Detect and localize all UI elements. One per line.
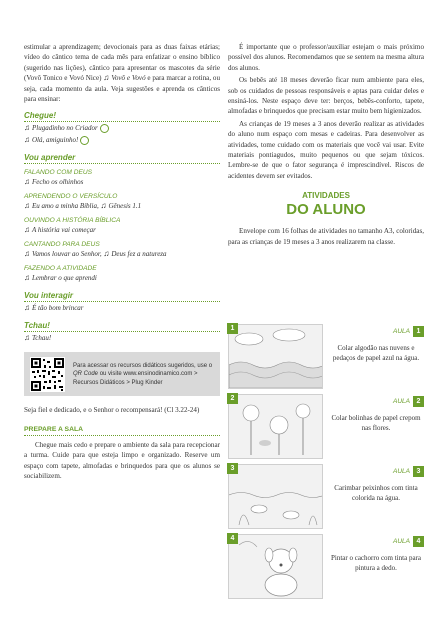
song-item: ♫ É tão bom brincar: [24, 303, 84, 313]
qr-resource-box: [24, 352, 220, 396]
aula-badge: AULA 3: [393, 466, 424, 477]
sub-title-versiculo: APRENDENDO O VERSÍCULO: [24, 193, 118, 201]
activity-description: Pintar o cachorro com tinta para pintura a dedo.: [331, 554, 421, 572]
music-note-icon: ♫: [24, 201, 30, 211]
smiley-icon: [100, 124, 109, 133]
left-column: [24, 42, 220, 481]
section-title-vou-aprender: Vou aprender: [24, 153, 220, 164]
music-note-icon: ♫: [24, 303, 30, 313]
song-item: ♫ Fecho os olhinhos: [24, 177, 84, 187]
aula-badge: AULA 2: [393, 396, 424, 407]
activity-row: [228, 394, 424, 464]
music-note-icon: ♫: [24, 225, 30, 235]
song-item: ♫ Tchau!: [24, 333, 52, 343]
activity-row: [228, 324, 424, 394]
qr-instructions: Para acessar os recursos didáticos sugeridos, use o QR Code ou visite www.ensinodinamico.com > Recursos Didáticos > Plug Kinder: [73, 362, 213, 386]
qr-code-icon[interactable]: [30, 357, 65, 392]
activity-thumbnail: [228, 324, 323, 389]
envelope-text: Envelope com 16 folhas de atividades no tamanho A3, coloridas, para as crianças de 19 meses a 3 anos realizarem na classe.: [228, 227, 424, 246]
right-column: [228, 42, 424, 247]
activity-thumbnail: [228, 464, 323, 529]
prepare-title: PREPARE A SALA: [24, 426, 220, 436]
music-note-icon: ♫: [100, 201, 107, 211]
activity-thumbnail: [228, 394, 323, 459]
music-note-icon: ♫: [103, 249, 110, 259]
aula-badge: AULA 1: [393, 326, 424, 337]
activity-thumbnail: [228, 534, 323, 599]
song-item: ♫ Olá, amiguinho!: [24, 134, 220, 146]
activity-description: Carimbar peixinhos com tinta colorida na água.: [334, 484, 418, 502]
song-item: ♫ A história vai começar: [24, 225, 96, 235]
sub-title-falando: FALANDO COM DEUS: [24, 169, 93, 177]
intro-paragraph: estimular a aprendizagem; devocionais para as duas faixas etárias; vídeo do cântico tema de cada mês para enfatizar o ensino bíblico (sugerido nas lições), cântico para apresentar os mascotes da série (Vovô Tonico e Vovó Nice) ♫ Vovô e Vovó e para marcar a rotina, ou seja, cada momento da aula. Veja sugestões e aprenda os cânticos para ensinar:: [24, 43, 220, 104]
song-item: ♫ Eu amo a minha Bíblia, ♫ Gênesis 1.1: [24, 201, 142, 211]
aula-badge: AULA 4: [393, 536, 424, 547]
activity-number: 1: [227, 323, 238, 334]
sub-title-atividade: FAZENDO A ATIVIDADE: [24, 265, 97, 273]
music-note-icon: ♫: [24, 123, 30, 133]
sub-title-cantando: CANTANDO PARA DEUS: [24, 241, 100, 249]
activity-number: 3: [227, 463, 238, 474]
activity-description: Colar bolinhas de papel crepom nas flores.: [331, 414, 421, 432]
smiley-icon: [80, 136, 89, 145]
quote-text: Seja fiel e dedicado, e o Senhor o recompensará! (Cl 3.22-24): [24, 406, 200, 415]
section-title-chegue: Chegue!: [24, 111, 220, 122]
music-note-icon: ♫: [24, 177, 30, 187]
right-paragraph-1: É importante que o professor/auxiliar estejam o mais próximo possível dos alunos. Recomendamos que se sentem na mesma altura dos alunos.: [228, 43, 424, 72]
activities-title-bottom: DO ALUNO: [286, 201, 366, 219]
intro-song: Vovô e Vovó: [111, 74, 146, 83]
music-note-icon: ♫: [24, 273, 30, 283]
sub-title-historia: OUVINDO A HISTÓRIA BÍBLICA: [24, 217, 121, 225]
activity-row: [228, 464, 424, 534]
music-note-icon: ♫: [24, 249, 30, 259]
song-item: ♫ Vamos louvar ao Senhor, ♫ Deus fez a natureza: [24, 249, 167, 259]
music-note-icon: ♫: [103, 73, 110, 83]
activity-number: 4: [227, 533, 238, 544]
prepare-text: Chegue mais cedo e prepare o ambiente da sala para recepcionar a turma. Cuide para que esteja limpo e organizado. Reserve um espaço com tapete, almofadas e brinquedos para que os alunos se sociabilizem.: [24, 440, 220, 481]
song-item: ♫ Lembrar o que aprendi: [24, 273, 97, 283]
activity-row: [228, 534, 424, 604]
activity-number: 2: [227, 393, 238, 404]
music-note-icon: ♫: [24, 135, 30, 145]
section-title-vou-interagir: Vou interagir: [24, 291, 220, 302]
right-paragraph-2: Os bebês até 18 meses deverão ficar num ambiente para eles, sob os cuidados de pessoas responsáveis e aptas para cuidar deles e ensiná-los. Neste espaço deve ter: berços, bebês-conforto, tapete, almofadas e brinquedos que precisam estar muito bem higienizados.: [228, 76, 424, 116]
section-title-tchau: Tchau!: [24, 321, 220, 332]
song-item: ♫ Plugadinho no Criador: [24, 122, 220, 134]
activities-title-top: ATIVIDADES: [302, 191, 350, 201]
activity-description: Colar algodão nas nuvens e pedaços de papel azul na água.: [332, 344, 420, 362]
music-note-icon: ♫: [24, 333, 30, 343]
right-paragraph-3: As crianças de 19 meses a 3 anos deverão realizar as atividades do aluno num espaço com mesas e cadeiras. Para desenvolver as atividades, tome cuidado com os materiais que você vai usar. Evite materiais pontiagudos, muito pequenos ou que sejam tóxicos. Lembre-se de que o fator segurança é imprescindível. Riscos de acidentes devem ser evitados.: [228, 119, 424, 180]
